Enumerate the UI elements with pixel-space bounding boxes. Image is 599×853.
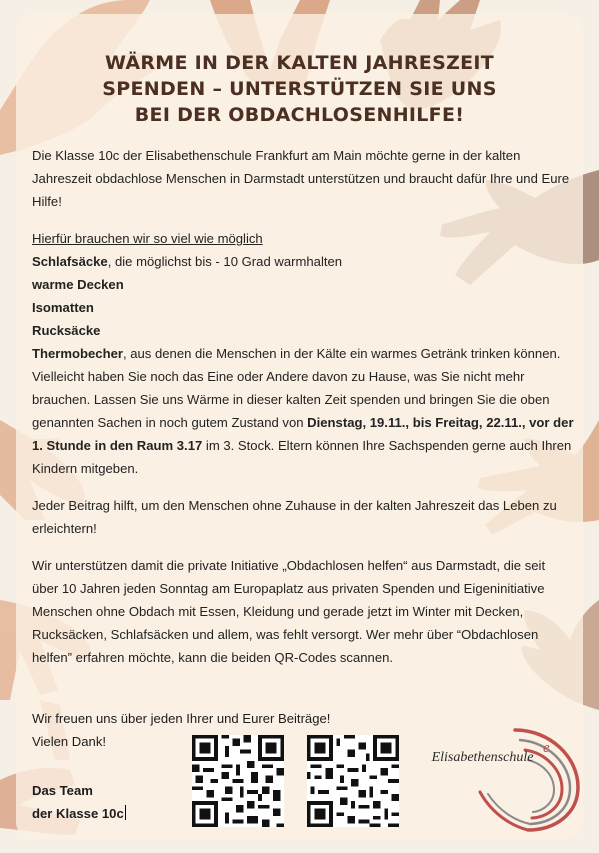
team-line: Das Team <box>32 783 93 798</box>
school-name: Elisabethenschule <box>431 750 534 765</box>
needs-item-detail: , aus denen die Menschen in der Kälte ein warmes Getränk trinken können. <box>122 346 561 361</box>
title-line: BEI DER OBDACHLOSENHILFE! <box>134 104 465 126</box>
needs-item-name: Schlafsäcke <box>32 254 108 269</box>
page-title <box>24 50 575 128</box>
appeal-text: Vielleicht haben Sie noch das Eine oder Andere davon zu Hause, was Sie nicht mehr brauchen. Lassen Sie uns Wärme in dieser kalten Zeit spenden und bringen Sie die oben genannten Sachen in noch gutem Zustand von <box>32 369 550 430</box>
needs-item-detail: , die möglichst bis - 10 Grad warmhalten <box>107 254 343 269</box>
contribution-paragraph: Jeder Beitrag hilft, um den Menschen ohne Zuhause in der kalten Jahreszeit das Leben zu erleichtern! <box>32 498 557 536</box>
needs-item-name: Thermobecher <box>32 346 123 361</box>
logo-letter: e <box>543 740 550 756</box>
signature <box>32 779 126 825</box>
needs-item <box>32 319 574 342</box>
appeal-paragraph <box>32 365 574 480</box>
appeal-dates: Dienstag, 19.11., bis Freitag, 22.11., vor der 1. Stunde in den Raum 3.17 <box>32 415 574 453</box>
qr-code-icon[interactable] <box>192 735 284 827</box>
closing-line: Wir freuen uns über jeden Ihrer und Eurer Beiträge! <box>32 711 331 726</box>
initiative-paragraph: Wir unterstützen damit die private Initiative „Obdachlosen helfen“ aus Darmstadt, die seit über 10 Jahren jeden Sonntag am Europaplatz aus privaten Spenden und Eigeninitiative Menschen ohne Obdach mit Essen, Kleidung und gerade jetzt im Winter mit Decken, Rucksäcken, Schlafsäcken und allem, was fehlt versorgt. Wer mehr über “Obdachlosen helfen” erfahren möchte, kann die beiden QR-Codes scannen. <box>32 558 546 665</box>
intro-paragraph: Die Klasse 10c der Elisabethenschule Frankfurt am Main möchte gerne in der kalten Jahreszeit obdachlose Menschen in Darmstadt unterstützen und braucht dafür Ihre und Eure Hilfe! <box>32 148 570 209</box>
letter-body <box>32 144 574 683</box>
title-line: SPENDEN – UNTERSTÜTZEN SIE UNS <box>102 78 497 100</box>
needs-heading: Hierfür brauchen wir so viel wie möglich <box>32 231 263 246</box>
needs-item-name: Rucksäcke <box>32 323 101 338</box>
needs-item-name: warme Decken <box>32 277 124 292</box>
appeal-text: im 3. Stock. Eltern können Ihre Sachspenden gerne auch Ihren Kindern mitgeben. <box>32 438 572 476</box>
needs-item-name: Isomatten <box>32 300 94 315</box>
team-line: der Klasse 10c <box>32 806 124 821</box>
closing <box>32 707 330 753</box>
team-line-wrap <box>32 802 126 825</box>
needs-item <box>32 296 574 319</box>
needs-item <box>32 342 574 365</box>
qr-code-icon[interactable] <box>307 735 399 827</box>
elisabethenschule-logo <box>420 722 582 832</box>
needs-list <box>32 227 574 480</box>
text-cursor <box>125 805 126 820</box>
title-line: WÄRME IN DER KALTEN JAHRESZEIT <box>104 52 495 74</box>
closing-line: Vielen Dank! <box>32 734 107 749</box>
needs-item <box>32 250 574 273</box>
needs-item <box>32 273 574 296</box>
